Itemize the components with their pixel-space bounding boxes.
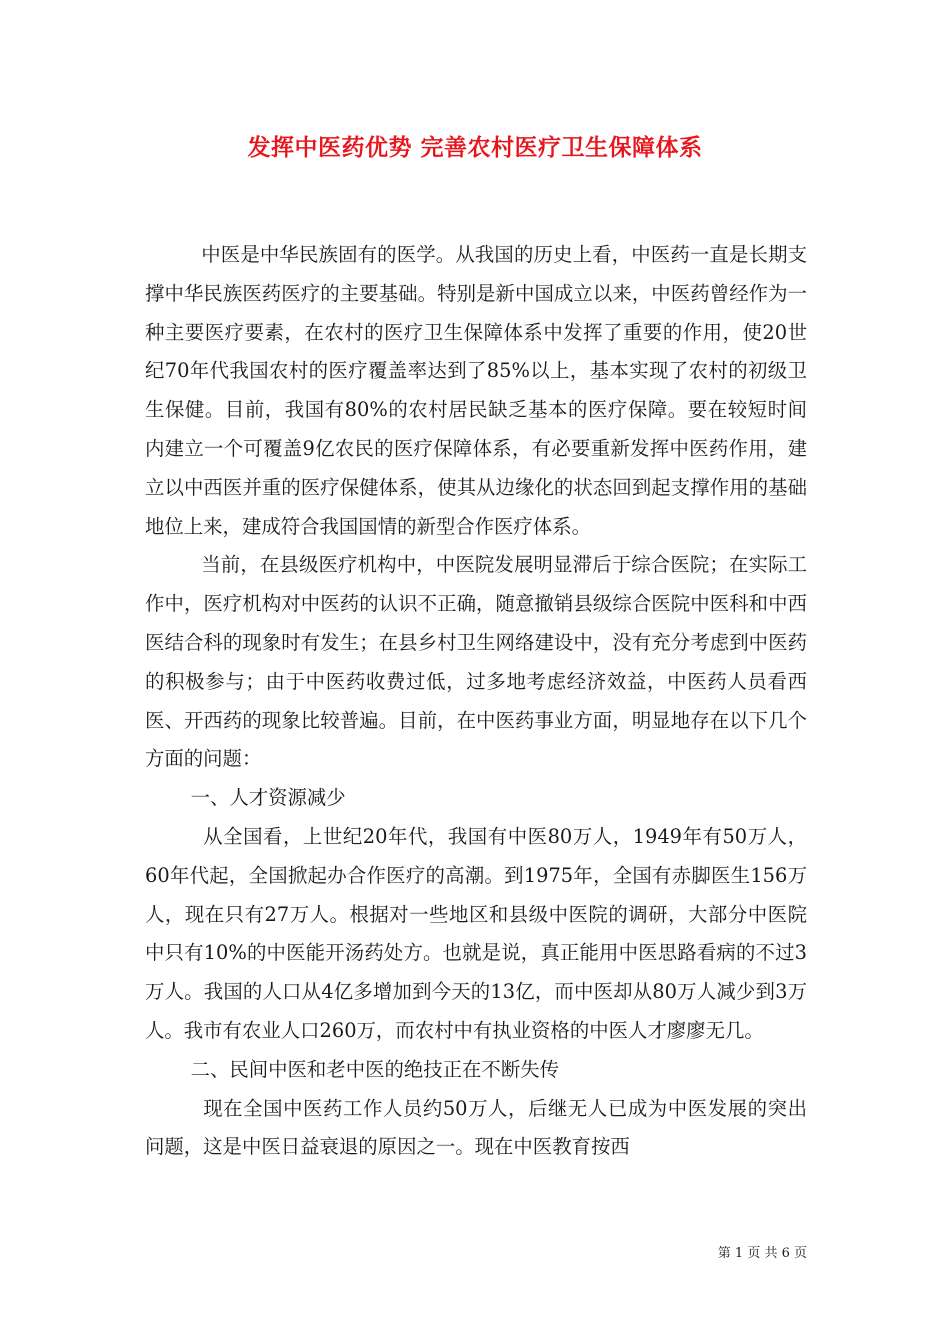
document-title: 发挥中医药优势 完善农村医疗卫生保障体系	[247, 134, 703, 161]
paragraph-talent: 从全国看，上世纪20年代，我国有中医80万人，1949年有50万人，60年代起，全国掀起办合作医疗的高潮。到1975年，全国有赤脚医生156万人，现在只有27万人。根据对一些地区和县级中医院的调研，大部分中医院中只有10%的中医能开汤药处方。也就是说，真正能用中医思路看病的不过3万人。我国的人口从4亿多增加到今天的13亿，而中医却从80万人减少到3万人。我市有农业人口260万，而农村中有执业资格的中医人才廖廖无几。	[145, 824, 807, 1042]
paragraph-folk-medicine: 现在全国中医药工作人员约50万人，后继无人已成为中医发展的突出问题，这是中医日益衰退的原因之一。现在中医教育按西	[145, 1096, 807, 1159]
section-heading-talent: 一、人才资源减少	[190, 786, 346, 810]
paragraph-intro: 中医是中华民族固有的医学。从我国的历史上看，中医药一直是长期支撑中华民族医药医疗的主要基础。特别是新中国成立以来，中医药曾经作为一种主要医疗要素，在农村的医疗卫生保障体系中发挥了重要的作用，使20世纪70年代我国农村的医疗覆盖率达到了85%以上，基本实现了农村的初级卫生保健。目前，我国有80%的农村居民缺乏基本的医疗保障。要在较短时间内建立一个可覆盖9亿农民的医疗保障体系，有必要重新发挥中医药作用，建立以中西医并重的医疗保健体系，使其从边缘化的状态回到起支撑作用的基础地位上来，建成符合我国国情的新型合作医疗体系。	[145, 243, 807, 538]
section-heading-folk-medicine: 二、民间中医和老中医的绝技正在不断失传	[190, 1057, 559, 1081]
page-number: 第 1 页 共 6 页	[717, 1246, 807, 1261]
document-body	[145, 236, 807, 1167]
paragraph-current-situation: 当前，在县级医疗机构中，中医院发展明显滞后于综合医院；在实际工作中，医疗机构对中医药的认识不正确，随意撤销县级综合医院中医科和中西医结合科的现象时有发生；在县乡村卫生网络建设中，没有充分考虑到中医药的积极参与；由于中医药收费过低，过多地考虑经济效益，中医药人员看西医、开西药的现象比较普遍。目前，在中医药事业方面，明显地存在以下几个方面的问题：	[145, 553, 807, 771]
